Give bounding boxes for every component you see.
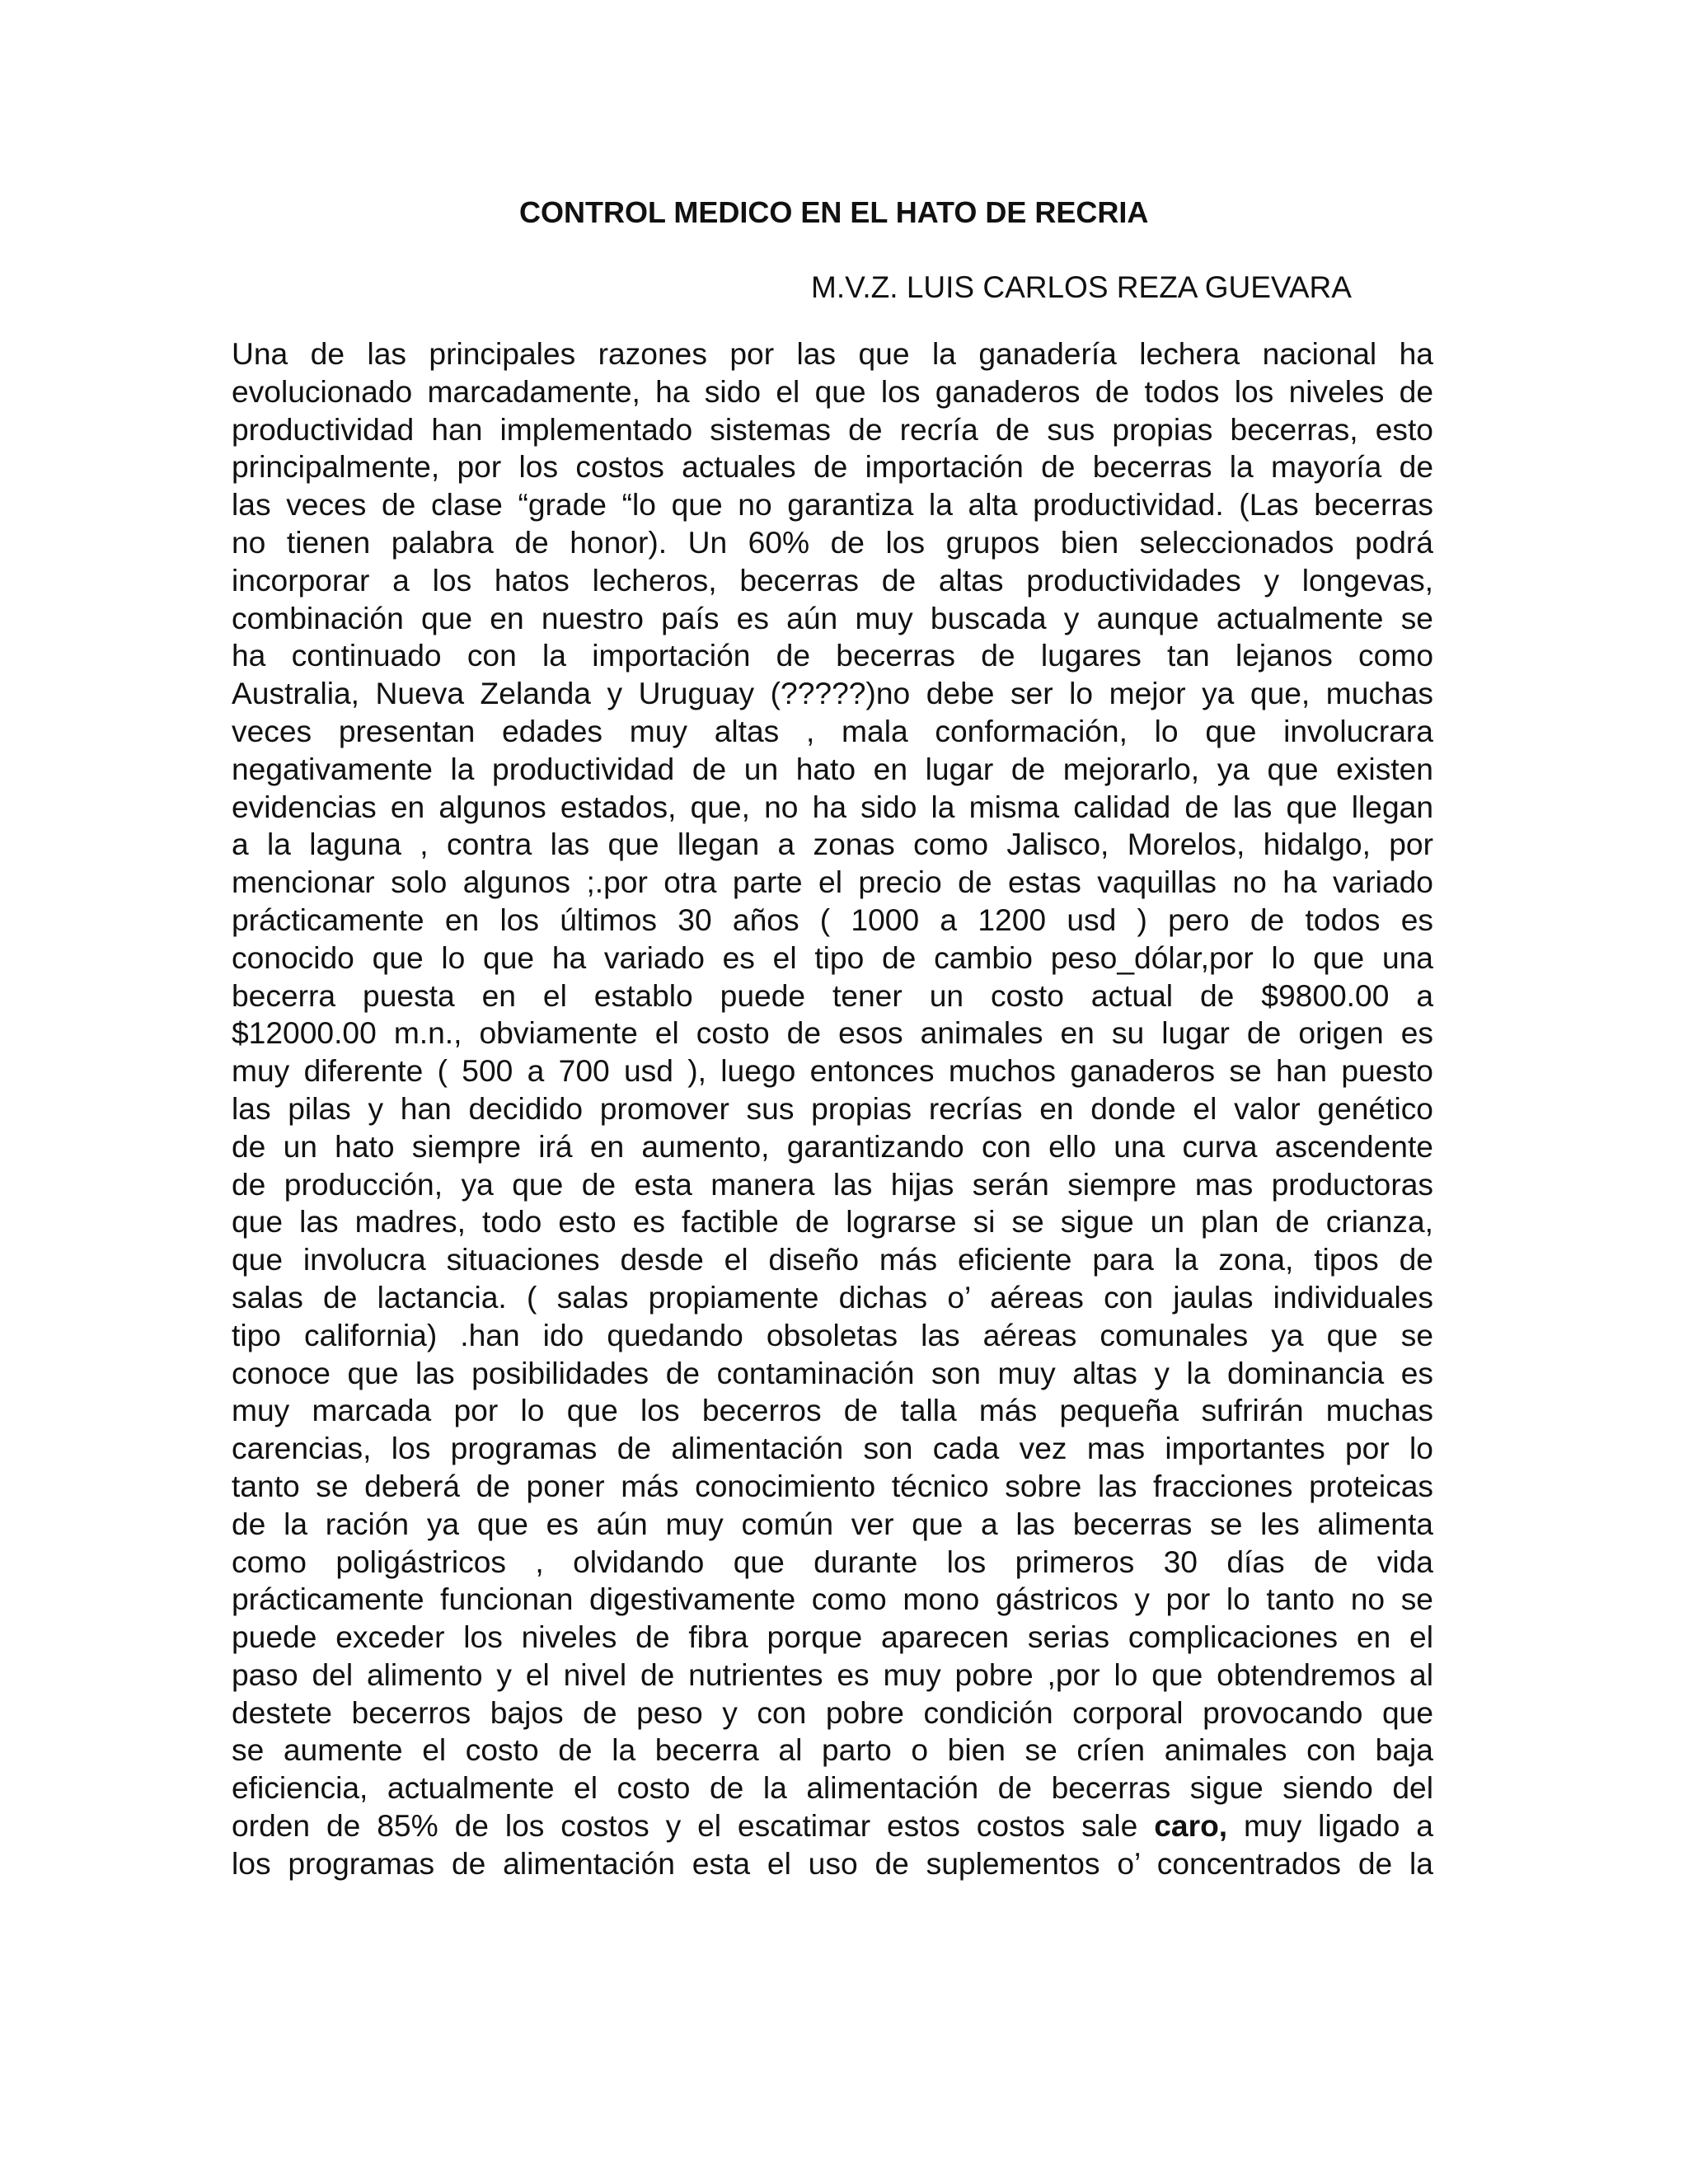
- text-line: como poligástricos , olvidando que durante los primeros 30 días de vida: [232, 1544, 1433, 1579]
- text-line: evolucionado marcadamente, ha sido el que los ganaderos de todos los niveles de: [232, 373, 1433, 409]
- text-line: que involucra situaciones desde el diseño más eficiente para la zona, tipos de: [232, 1242, 1433, 1277]
- body-paragraph: [232, 335, 1433, 1883]
- text-line: de producción, ya que de esta manera las hijas serán siempre mas productoras: [232, 1166, 1433, 1202]
- text-line: salas de lactancia. ( salas propiamente dichas o’ aéreas con jaulas individuales: [232, 1279, 1433, 1315]
- text-segment: muy ligado a: [1227, 1808, 1433, 1844]
- text-line: las pilas y han decidido promover sus propias recrías en donde el valor genético: [232, 1090, 1433, 1126]
- text-line: carencias, los programas de alimentación son cada vez mas importantes por lo: [232, 1431, 1433, 1466]
- text-line: eficiencia, actualmente el costo de la alimentación de becerras sigue siendo del: [232, 1770, 1433, 1806]
- text-line: negativamente la productividad de un hato en lugar de mejorarlo, ya que existen: [232, 751, 1433, 786]
- text-line: evidencias en algunos estados, que, no ha sido la misma calidad de las que llegan: [232, 789, 1433, 824]
- text-line: [232, 1807, 1433, 1845]
- text-line: Una de las principales razones por las que la ganadería lechera nacional ha: [232, 336, 1433, 371]
- document-author: M.V.Z. LUIS CARLOS REZA GUEVARA: [811, 270, 1352, 304]
- text-line: combinación que en nuestro país es aún muy buscada y aunque actualmente se: [232, 600, 1433, 635]
- text-line: Australia, Nueva Zelanda y Uruguay (?????)no debe ser lo mejor ya que, muchas: [232, 676, 1433, 711]
- text-line: tipo california) .han ido quedando obsoletas las aéreas comunales ya que se: [232, 1317, 1433, 1352]
- text-line: prácticamente en los últimos 30 años ( 1000 a 1200 usd ) pero de todos es: [232, 902, 1433, 937]
- text-line: $12000.00 m.n., obviamente el costo de esos animales en su lugar de origen es: [232, 1015, 1433, 1051]
- text-line: veces presentan edades muy altas , mala conformación, lo que involucrara: [232, 713, 1433, 748]
- text-line: se aumente el costo de la becerra al parto o bien se críen animales con baja: [232, 1732, 1433, 1768]
- text-line: ha continuado con la importación de becerras de lugares tan lejanos como: [232, 638, 1433, 673]
- text-line: prácticamente funcionan digestivamente como mono gástricos y por lo tanto no se: [232, 1582, 1433, 1617]
- text-line: productividad han implementado sistemas de recría de sus propias becerras, esto: [232, 411, 1433, 447]
- text-line: de la ración ya que es aún muy común ver que a las becerras se les alimenta: [232, 1506, 1433, 1541]
- text-segment: orden de 85% de los costos y el escatimar estos costos sale: [232, 1808, 1155, 1844]
- text-line: becerra puesta en el establo puede tener un costo actual de $9800.00 a: [232, 977, 1433, 1013]
- text-line: conoce que las posibilidades de contaminación son muy altas y la dominancia es: [232, 1355, 1433, 1390]
- text-line: mencionar solo algunos ;.por otra parte el precio de estas vaquillas no ha variado: [232, 865, 1433, 900]
- text-line: conocido que lo que ha variado es el tipo de cambio peso_dólar,por lo que una: [232, 940, 1433, 975]
- text-line: incorporar a los hatos lecheros, becerras de altas productividades y longevas,: [232, 562, 1433, 598]
- text-line: principalmente, por los costos actuales de importación de becerras la mayoría de: [232, 449, 1433, 485]
- text-line: muy diferente ( 500 a 700 usd ), luego entonces muchos ganaderos se han puesto: [232, 1053, 1433, 1089]
- text-line: destete becerros bajos de peso y con pobre condición corporal provocando que: [232, 1694, 1433, 1730]
- text-line: muy marcada por lo que los becerros de talla más pequeña sufrirán muchas: [232, 1393, 1433, 1428]
- bold-text: caro,: [1154, 1808, 1228, 1844]
- text-line: puede exceder los niveles de fibra porque aparecen serias complicaciones en el: [232, 1619, 1433, 1655]
- text-line: paso del alimento y el nivel de nutrientes es muy pobre ,por lo que obtendremos al: [232, 1657, 1433, 1692]
- document-title: CONTROL MEDICO EN EL HATO DE RECRIA: [519, 195, 1149, 229]
- text-line: a la laguna , contra las que llegan a zonas como Jalisco, Morelos, hidalgo, por: [232, 827, 1433, 862]
- text-line: las veces de clase “grade “lo que no garantiza la alta productividad. (Las becerras: [232, 487, 1433, 523]
- text-line: de un hato siempre irá en aumento, garantizando con ello una curva ascendente: [232, 1128, 1433, 1164]
- text-line: los programas de alimentación esta el uso de suplementos o’ concentrados de la: [232, 1845, 1433, 1881]
- text-line: no tienen palabra de honor). Un 60% de los grupos bien seleccionados podrá: [232, 524, 1433, 560]
- text-line: que las madres, todo esto es factible de lograrse si se sigue un plan de crianza,: [232, 1204, 1433, 1240]
- text-line: tanto se deberá de poner más conocimiento técnico sobre las fracciones proteicas: [232, 1468, 1433, 1503]
